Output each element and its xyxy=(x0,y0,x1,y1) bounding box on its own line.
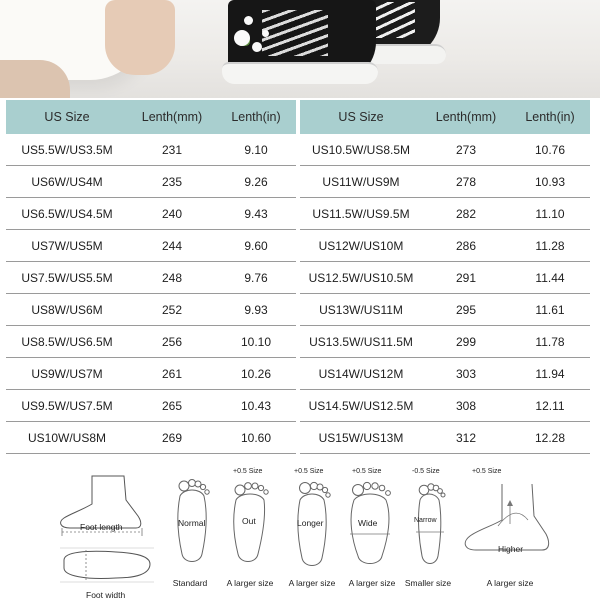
cell-in: 9.60 xyxy=(244,238,268,253)
foot-width-icon xyxy=(56,546,156,586)
table-row xyxy=(6,358,296,390)
cell-mm: 308 xyxy=(455,398,477,413)
foot-type-caption: Standard xyxy=(172,578,208,588)
cell-mm: 269 xyxy=(161,430,183,445)
cell-mm: 291 xyxy=(455,270,477,285)
product-photo xyxy=(0,0,600,98)
size-adjust-badge: +0.5 Size xyxy=(294,468,324,475)
foot-type-label: Out xyxy=(242,516,256,526)
cell-size: US7.5W/US5.5M xyxy=(21,270,113,285)
cell-size: US13W/US11M xyxy=(319,302,403,317)
header-length-mm: Lenth(mm) xyxy=(435,110,497,124)
cell-size: US10.5W/US8.5M xyxy=(311,142,411,157)
size-table-right xyxy=(300,100,590,454)
cell-in: 11.94 xyxy=(535,366,565,381)
foot-type-caption: A larger size xyxy=(288,578,336,588)
cell-in: 10.76 xyxy=(534,142,566,157)
cell-mm: 240 xyxy=(161,206,183,221)
cell-mm: 295 xyxy=(455,302,477,317)
cell-mm: 256 xyxy=(161,334,183,349)
foot-type-caption: A larger size xyxy=(226,578,274,588)
cell-size: US11.5W/US9.5M xyxy=(312,206,410,221)
cell-in: 9.93 xyxy=(244,302,268,317)
cell-in: 10.60 xyxy=(240,430,272,445)
cell-mm: 261 xyxy=(161,366,183,381)
cell-mm: 231 xyxy=(161,142,183,157)
cell-in: 10.10 xyxy=(240,334,272,349)
table-row xyxy=(300,134,590,166)
size-table-left xyxy=(6,100,296,454)
cell-size: US10W/US8M xyxy=(27,430,107,445)
cell-in: 11.78 xyxy=(535,334,565,349)
foot-type-caption: A larger size xyxy=(486,578,534,588)
measurement-guide xyxy=(0,458,600,600)
header-us-size: US Size xyxy=(338,110,384,124)
photo-sole-left xyxy=(222,62,378,84)
cell-size: US8W/US6M xyxy=(31,302,103,317)
cell-size: US8.5W/US6.5M xyxy=(21,334,113,349)
cell-mm: 278 xyxy=(455,174,477,189)
cell-in: 11.10 xyxy=(535,206,565,221)
cell-mm: 273 xyxy=(455,142,477,157)
cell-mm: 312 xyxy=(455,430,477,445)
size-adjust-badge: +0.5 Size xyxy=(472,468,502,475)
table-row xyxy=(6,390,296,422)
foot-type-caption: Smaller size xyxy=(404,578,452,588)
header-length-in: Lenth(in) xyxy=(231,110,281,124)
foot-type-caption: A larger size xyxy=(348,578,396,588)
cell-mm: 286 xyxy=(455,238,477,253)
cell-in: 9.76 xyxy=(244,270,268,285)
table-row xyxy=(300,294,590,326)
photo-flower xyxy=(262,30,269,37)
size-adjust-badge: +0.5 Size xyxy=(233,468,263,475)
cell-mm: 303 xyxy=(455,366,477,381)
header-length-mm: Lenth(mm) xyxy=(141,110,203,124)
table-row xyxy=(6,326,296,358)
cell-mm: 244 xyxy=(161,238,183,253)
cell-size: US15W/US13M xyxy=(318,430,404,445)
header-us-size: US Size xyxy=(44,110,90,124)
table-row xyxy=(300,262,590,294)
table-row xyxy=(6,230,296,262)
cell-in: 10.43 xyxy=(240,398,272,413)
foot-width-label: Foot width xyxy=(86,590,126,600)
table-header xyxy=(300,100,590,134)
cell-size: US9.5W/US7.5M xyxy=(21,398,113,413)
cell-size: US7W/US5M xyxy=(31,238,103,253)
table-row xyxy=(300,422,590,454)
photo-flower xyxy=(252,42,262,52)
cell-mm: 282 xyxy=(455,206,477,221)
photo-hand xyxy=(105,0,175,75)
foot-type-label: Narrow xyxy=(414,517,437,524)
table-row xyxy=(300,358,590,390)
cell-mm: 252 xyxy=(161,302,183,317)
high-arch-foot-icon xyxy=(458,480,558,570)
foot-length-label: Foot length xyxy=(80,522,123,532)
table-row xyxy=(300,166,590,198)
photo-flower xyxy=(244,16,253,25)
foot-type-label: Higher xyxy=(498,544,524,554)
cell-size: US9W/US7M xyxy=(31,366,103,381)
size-adjust-badge: -0.5 Size xyxy=(412,468,440,475)
cell-size: US12W/US10M xyxy=(318,238,404,253)
table-row xyxy=(300,230,590,262)
cell-in: 10.26 xyxy=(240,366,272,381)
table-row xyxy=(300,198,590,230)
cell-in: 12.28 xyxy=(534,430,566,445)
cell-in: 12.11 xyxy=(535,398,565,413)
table-row xyxy=(6,134,296,166)
table-row xyxy=(6,166,296,198)
photo-flower xyxy=(234,30,250,46)
cell-size: US14W/US12M xyxy=(318,366,404,381)
foot-type-label: Wide xyxy=(358,518,378,528)
table-row xyxy=(6,198,296,230)
cell-in: 11.28 xyxy=(535,238,565,253)
cell-size: US13.5W/US11.5M xyxy=(309,334,413,349)
cell-in: 9.43 xyxy=(244,206,268,221)
size-adjust-badge: +0.5 Size xyxy=(352,468,382,475)
cell-in: 11.61 xyxy=(535,302,565,317)
foot-type-label: Normal xyxy=(178,518,206,528)
cell-size: US11W/US9M xyxy=(322,174,400,189)
table-row xyxy=(6,262,296,294)
cell-size: US5.5W/US3.5M xyxy=(21,142,113,157)
cell-mm: 235 xyxy=(161,174,183,189)
cell-in: 10.93 xyxy=(534,174,566,189)
cell-size: US6.5W/US4.5M xyxy=(21,206,113,221)
cell-in: 9.26 xyxy=(244,174,268,189)
table-row xyxy=(300,326,590,358)
cell-size: US6W/US4M xyxy=(31,174,103,189)
foot-type-label: Longer xyxy=(297,518,324,528)
cell-in: 9.10 xyxy=(244,142,268,157)
cell-size: US12.5W/US10.5M xyxy=(308,270,414,285)
header-length-in: Lenth(in) xyxy=(525,110,575,124)
table-row xyxy=(6,294,296,326)
photo-laces-left xyxy=(262,10,328,56)
cell-mm: 265 xyxy=(161,398,183,413)
table-row xyxy=(6,422,296,454)
table-header xyxy=(6,100,296,134)
cell-size: US14.5W/US12.5M xyxy=(308,398,414,413)
table-row xyxy=(300,390,590,422)
cell-mm: 299 xyxy=(455,334,477,349)
cell-mm: 248 xyxy=(161,270,183,285)
cell-in: 11.44 xyxy=(535,270,565,285)
